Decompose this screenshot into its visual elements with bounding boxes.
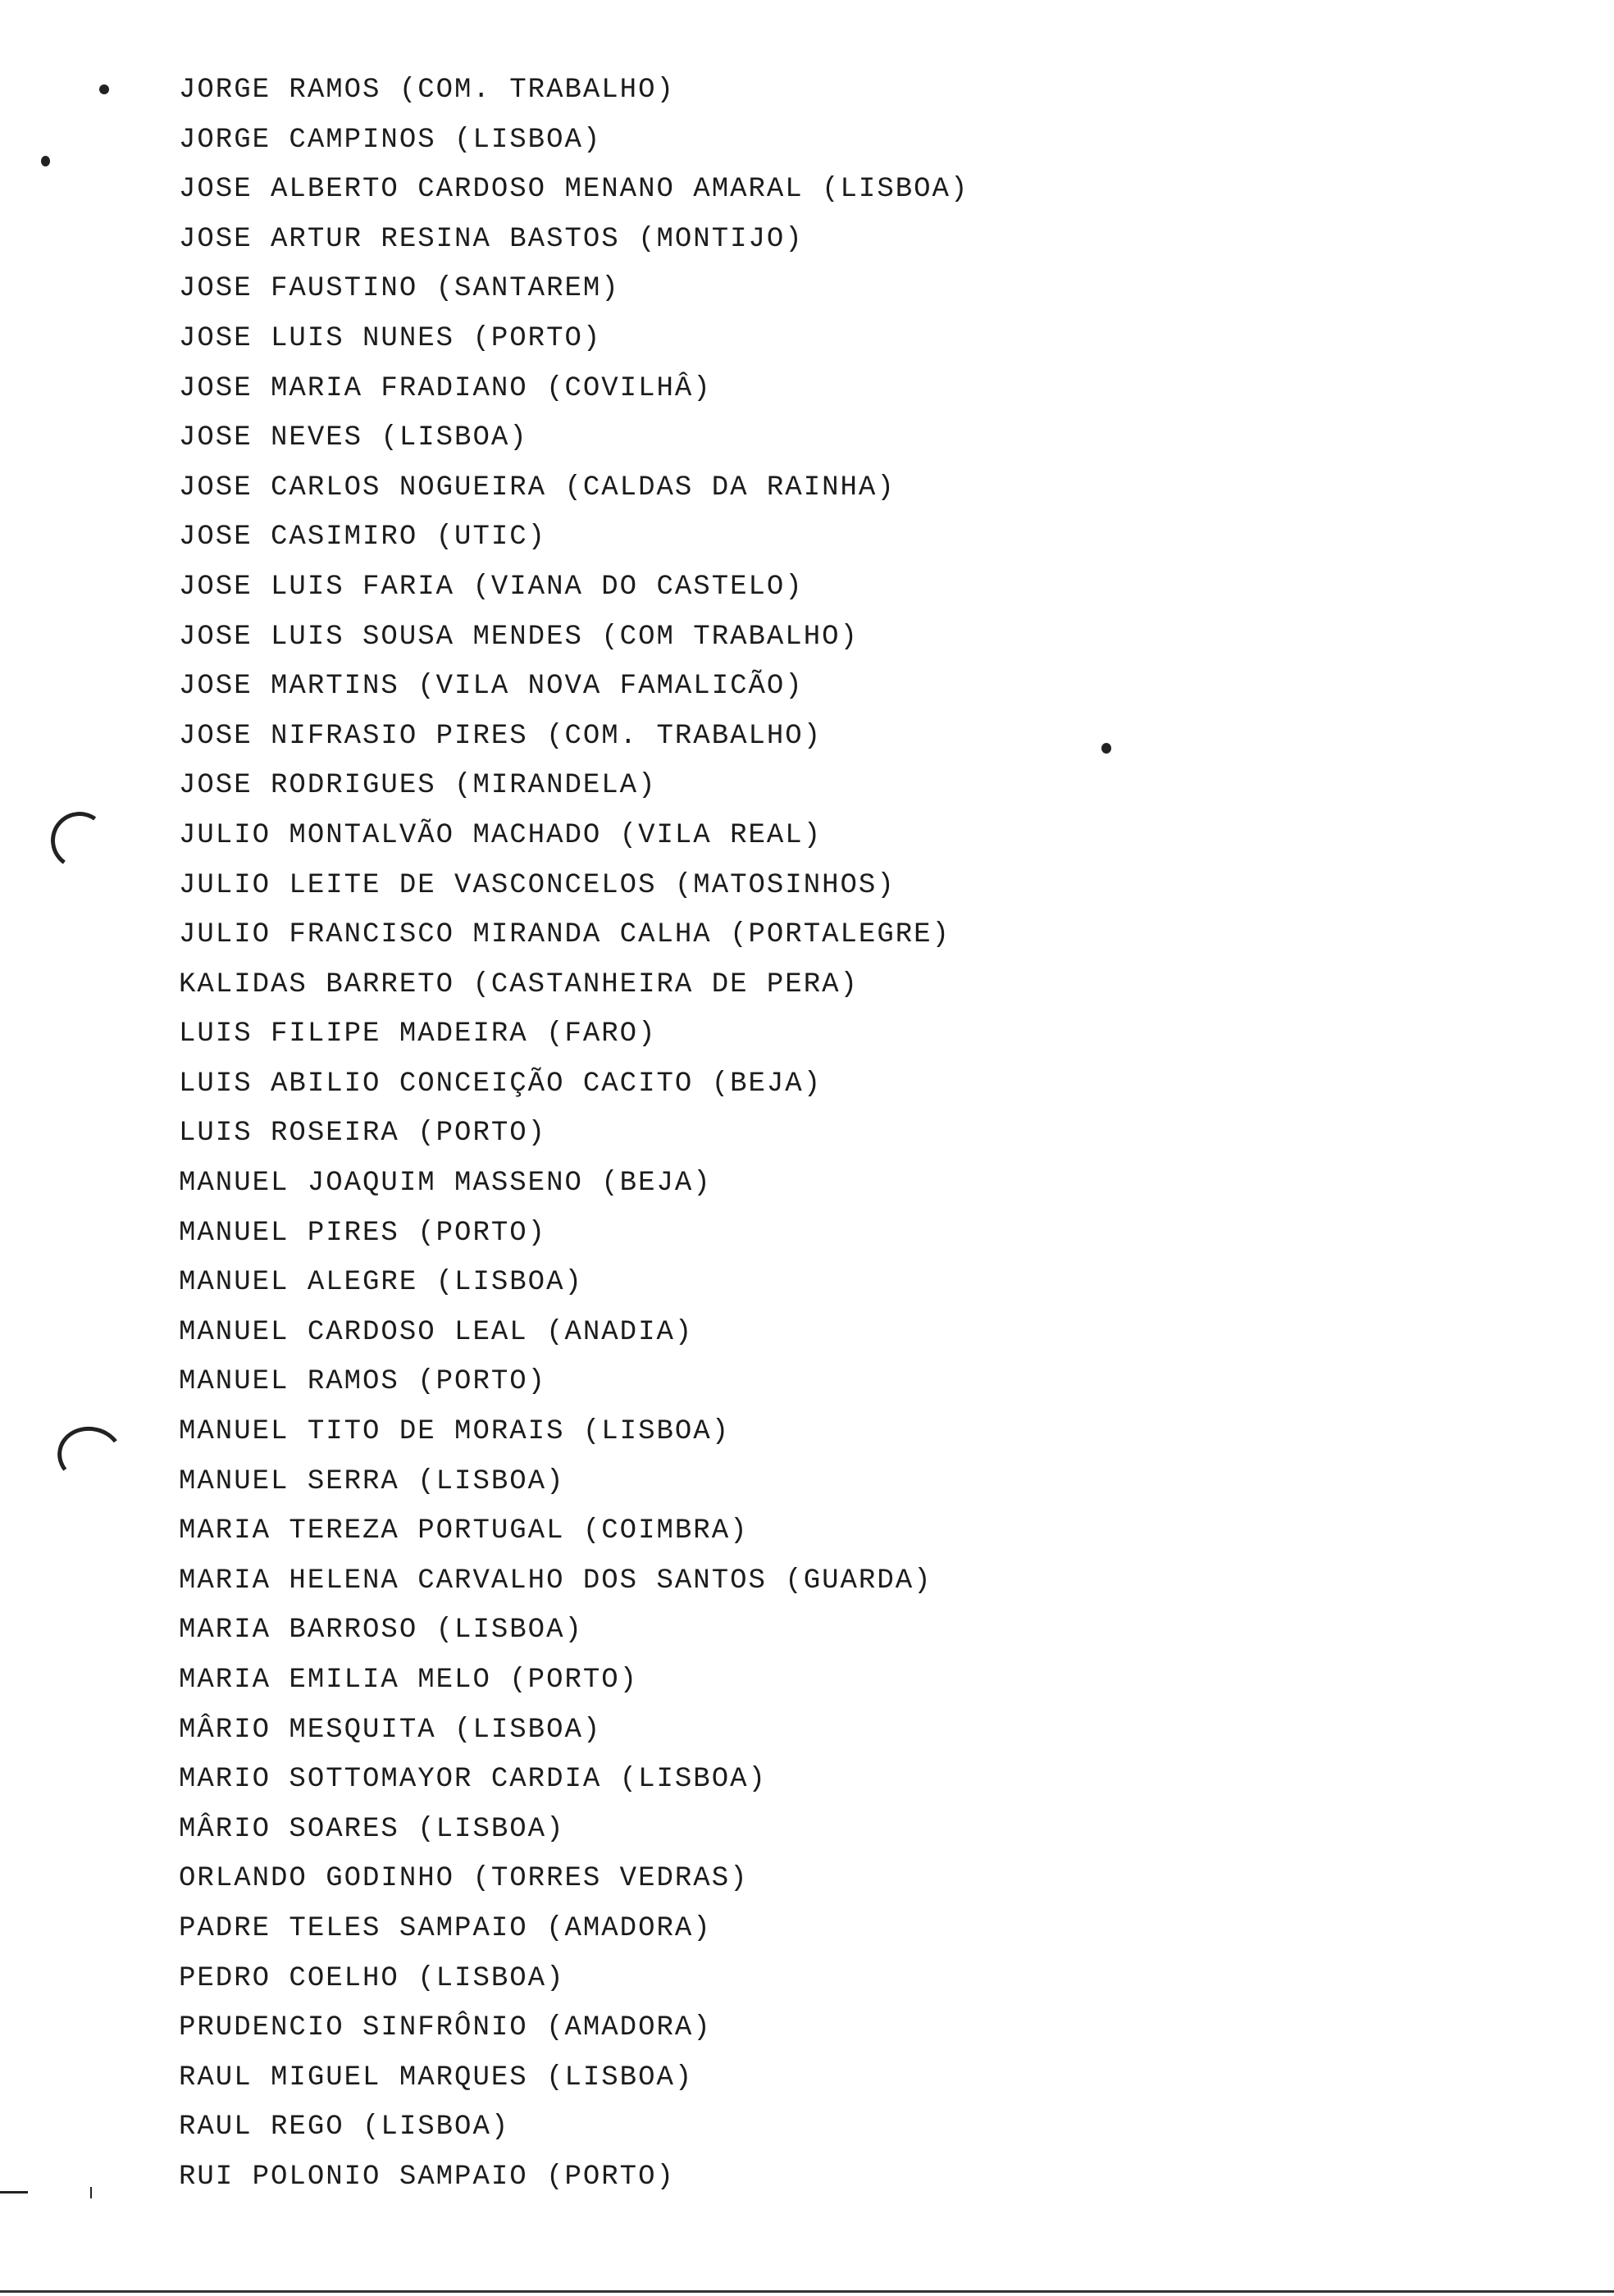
- name-entry: JORGE RAMOS (COM. TRABALHO): [179, 75, 675, 106]
- name-entry: MANUEL CARDOSO LEAL (ANADIA): [179, 1316, 694, 1348]
- name-entry: JOSE LUIS NUNES (PORTO): [179, 322, 602, 354]
- name-entry: JOSE CASIMIRO (UTIC): [179, 522, 547, 554]
- name-entry: MANUEL PIRES (PORTO): [179, 1217, 547, 1249]
- name-entry: JORGE CAMPINOS (LISBOA): [179, 124, 602, 156]
- name-entry: JULIO FRANCISCO MIRANDA CALHA (PORTALEGRE): [179, 919, 951, 951]
- name-entry: JOSE MARTINS (VILA NOVA FAMALICÃO): [179, 671, 804, 703]
- name-entry: JOSE FAUSTINO (SANTAREM): [179, 273, 620, 305]
- name-entry: MÂRIO SOARES (LISBOA): [179, 1813, 565, 1845]
- name-entry: PRUDENCIO SINFRÔNIO (AMADORA): [179, 2012, 712, 2044]
- name-entry: RAUL MIGUEL MARQUES (LISBOA): [179, 2061, 694, 2093]
- name-entry: MARIO SOTTOMAYOR CARDIA (LISBOA): [179, 1764, 767, 1796]
- name-entry: JOSE ALBERTO CARDOSO MENANO AMARAL (LISBOA): [179, 174, 969, 206]
- name-entry: LUIS ROSEIRA (PORTO): [179, 1118, 547, 1150]
- name-entry: MARIA HELENA CARVALHO DOS SANTOS (GUARDA): [179, 1565, 932, 1597]
- name-entry: MANUEL ALEGRE (LISBOA): [179, 1267, 583, 1299]
- name-entry: MANUEL SERRA (LISBOA): [179, 1465, 565, 1497]
- name-entry: MANUEL TITO DE MORAIS (LISBOA): [179, 1416, 731, 1448]
- footer-rule: [0, 2290, 1614, 2293]
- name-list: [179, 66, 969, 2203]
- name-entry: JOSE LUIS FARIA (VIANA DO CASTELO): [179, 571, 804, 603]
- name-entry: KALIDAS BARRETO (CASTANHEIRA DE PERA): [179, 968, 859, 1000]
- punch-hole-mark: [46, 807, 112, 873]
- name-entry: ORLANDO GODINHO (TORRES VEDRAS): [179, 1863, 749, 1895]
- name-entry: LUIS FILIPE MADEIRA (FARO): [179, 1018, 657, 1050]
- name-entry: JOSE NIFRASIO PIRES (COM. TRABALHO): [179, 720, 823, 752]
- name-entry: MARIA TEREZA PORTUGAL (COIMBRA): [179, 1515, 749, 1547]
- name-entry: LUIS ABILIO CONCEIÇÃO CACITO (BEJA): [179, 1068, 823, 1100]
- name-entry: RAUL REGO (LISBOA): [179, 2112, 510, 2143]
- name-entry: JOSE NEVES (LISBOA): [179, 422, 528, 454]
- name-entry: RUI POLONIO SAMPAIO (PORTO): [179, 2161, 675, 2193]
- name-entry: MARIA EMILIA MELO (PORTO): [179, 1665, 639, 1696]
- bullet-mark: [41, 156, 50, 166]
- name-entry: JOSE MARIA FRADIANO (COVILHÂ): [179, 372, 712, 404]
- name-entry: JOSE RODRIGUES (MIRANDELA): [179, 770, 657, 802]
- name-entry: MANUEL JOAQUIM MASSENO (BEJA): [179, 1168, 712, 1200]
- name-entry: JOSE CARLOS NOGUEIRA (CALDAS DA RAINHA): [179, 472, 896, 503]
- name-entry: MANUEL RAMOS (PORTO): [179, 1366, 547, 1398]
- name-entry: JULIO MONTALVÃO MACHADO (VILA REAL): [179, 819, 823, 851]
- margin-tick-mark: [90, 2187, 92, 2198]
- name-entry: JOSE ARTUR RESINA BASTOS (MONTIJO): [179, 223, 804, 255]
- name-entry: PEDRO COELHO (LISBOA): [179, 1962, 565, 1994]
- name-entry: JOSE LUIS SOUSA MENDES (COM TRABALHO): [179, 621, 859, 653]
- name-entry: MÂRIO MESQUITA (LISBOA): [179, 1714, 602, 1746]
- punch-hole-mark: [53, 1422, 128, 1490]
- bullet-mark: [99, 84, 109, 94]
- bullet-mark: [1101, 743, 1111, 754]
- margin-dash-mark: [0, 2191, 28, 2194]
- name-entry: MARIA BARROSO (LISBOA): [179, 1615, 583, 1647]
- name-entry: PADRE TELES SAMPAIO (AMADORA): [179, 1912, 712, 1944]
- name-entry: JULIO LEITE DE VASCONCELOS (MATOSINHOS): [179, 869, 896, 901]
